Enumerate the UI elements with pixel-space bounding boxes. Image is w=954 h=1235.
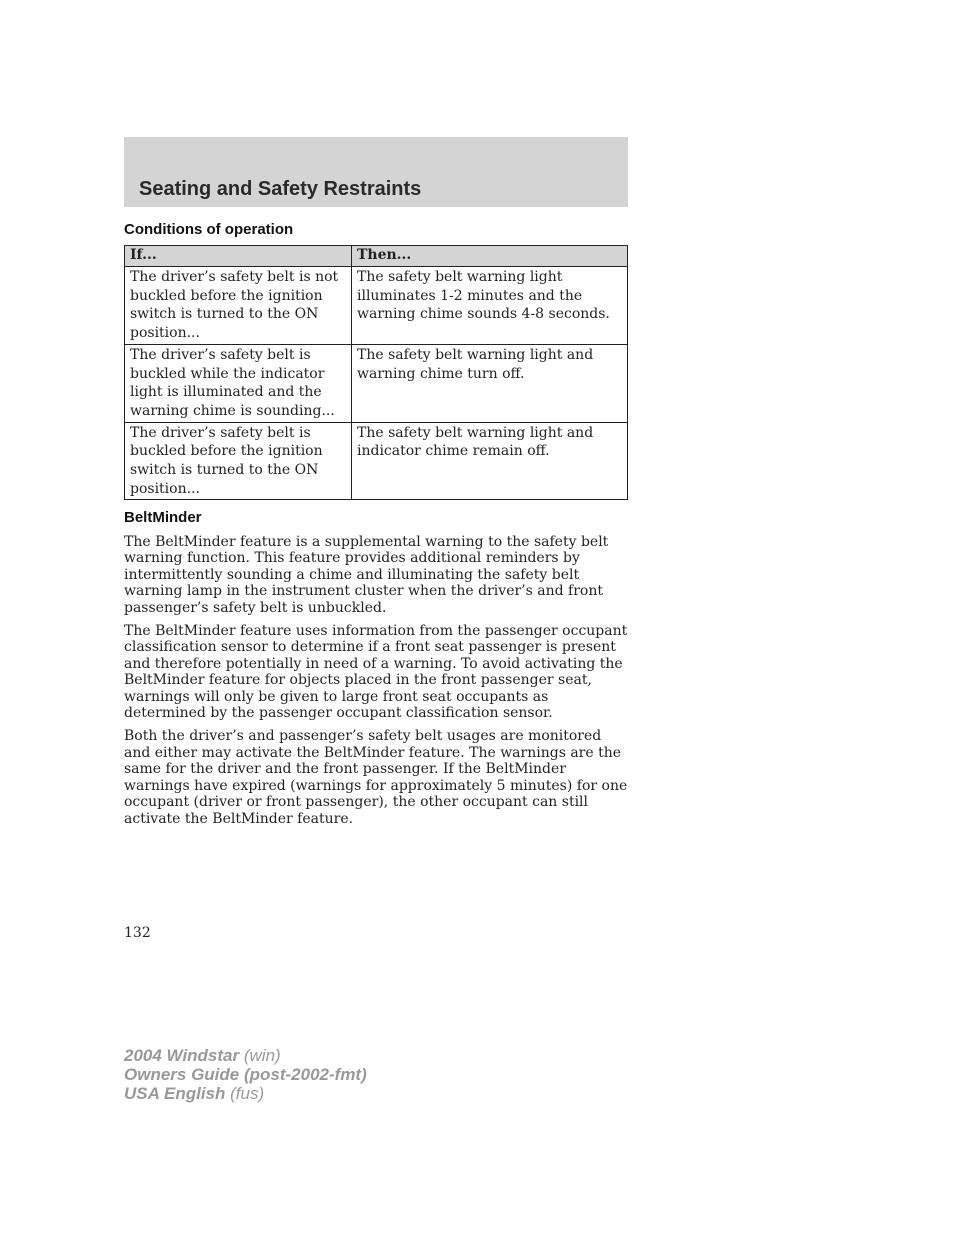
table-cell-then: The safety belt warning light and indicator chime remain off. <box>352 422 628 500</box>
document-footer <box>124 1046 367 1103</box>
paragraph: The BeltMinder feature uses information from the passenger occupant classification sensor to determine if a front seat passenger is present and therefore potentially in need of a warning. To avoid activating the BeltMinder feature for objects placed in the front passenger seat, warnings will only be given to large front seat occupants as determined by the passenger occupant classification sensor. <box>124 623 628 722</box>
column-header-then: Then... <box>352 246 628 267</box>
table-cell-if: The driver’s safety belt is not buckled before the ignition switch is turned to the ON position... <box>125 267 352 345</box>
conditions-table <box>124 245 628 500</box>
footer-language-code: (fus) <box>230 1084 265 1103</box>
beltminder-body <box>124 534 630 834</box>
footer-line-model <box>124 1046 367 1065</box>
beltminder-heading: BeltMinder <box>124 509 202 526</box>
table-cell-if: The driver’s safety belt is buckled before the ignition switch is turned to the ON position... <box>125 422 352 500</box>
footer-line-language <box>124 1084 367 1103</box>
section-header <box>124 137 628 207</box>
conditions-heading: Conditions of operation <box>124 221 294 238</box>
footer-guide: Owners Guide (post-2002-fmt) <box>124 1065 367 1084</box>
footer-model: 2004 Windstar <box>124 1046 240 1065</box>
footer-line-guide <box>124 1065 367 1084</box>
table-row <box>125 344 628 422</box>
table-row <box>125 422 628 500</box>
section-title: Seating and Safety Restraints <box>139 178 422 200</box>
table-cell-if: The driver’s safety belt is buckled while the indicator light is illuminated and the warning chime is sounding... <box>125 344 352 422</box>
table-cell-then: The safety belt warning light and warning chime turn off. <box>352 344 628 422</box>
table-cell-then: The safety belt warning light illuminates 1-2 minutes and the warning chime sounds 4-8 seconds. <box>352 267 628 345</box>
page-number: 132 <box>124 925 151 941</box>
footer-model-code: (win) <box>243 1046 281 1065</box>
footer-language: USA English <box>124 1084 226 1103</box>
table-header-row <box>125 246 628 267</box>
table-row <box>125 267 628 345</box>
paragraph: The BeltMinder feature is a supplemental warning to the safety belt warning function. This feature provides additional reminders by intermittently sounding a chime and illuminating the safety belt warning lamp in the instrument cluster when the driver’s and front passenger’s safety belt is unbuckled. <box>124 534 609 616</box>
paragraph: Both the driver’s and passenger’s safety belt usages are monitored and either may activate the BeltMinder feature. The warnings are the same for the driver and the front passenger. If the BeltMinder warnings have expired (warnings for approximately 5 minutes) for one occupant (driver or front passenger), the other occupant can still activate the BeltMinder feature. <box>124 728 628 827</box>
column-header-if: If... <box>125 246 352 267</box>
